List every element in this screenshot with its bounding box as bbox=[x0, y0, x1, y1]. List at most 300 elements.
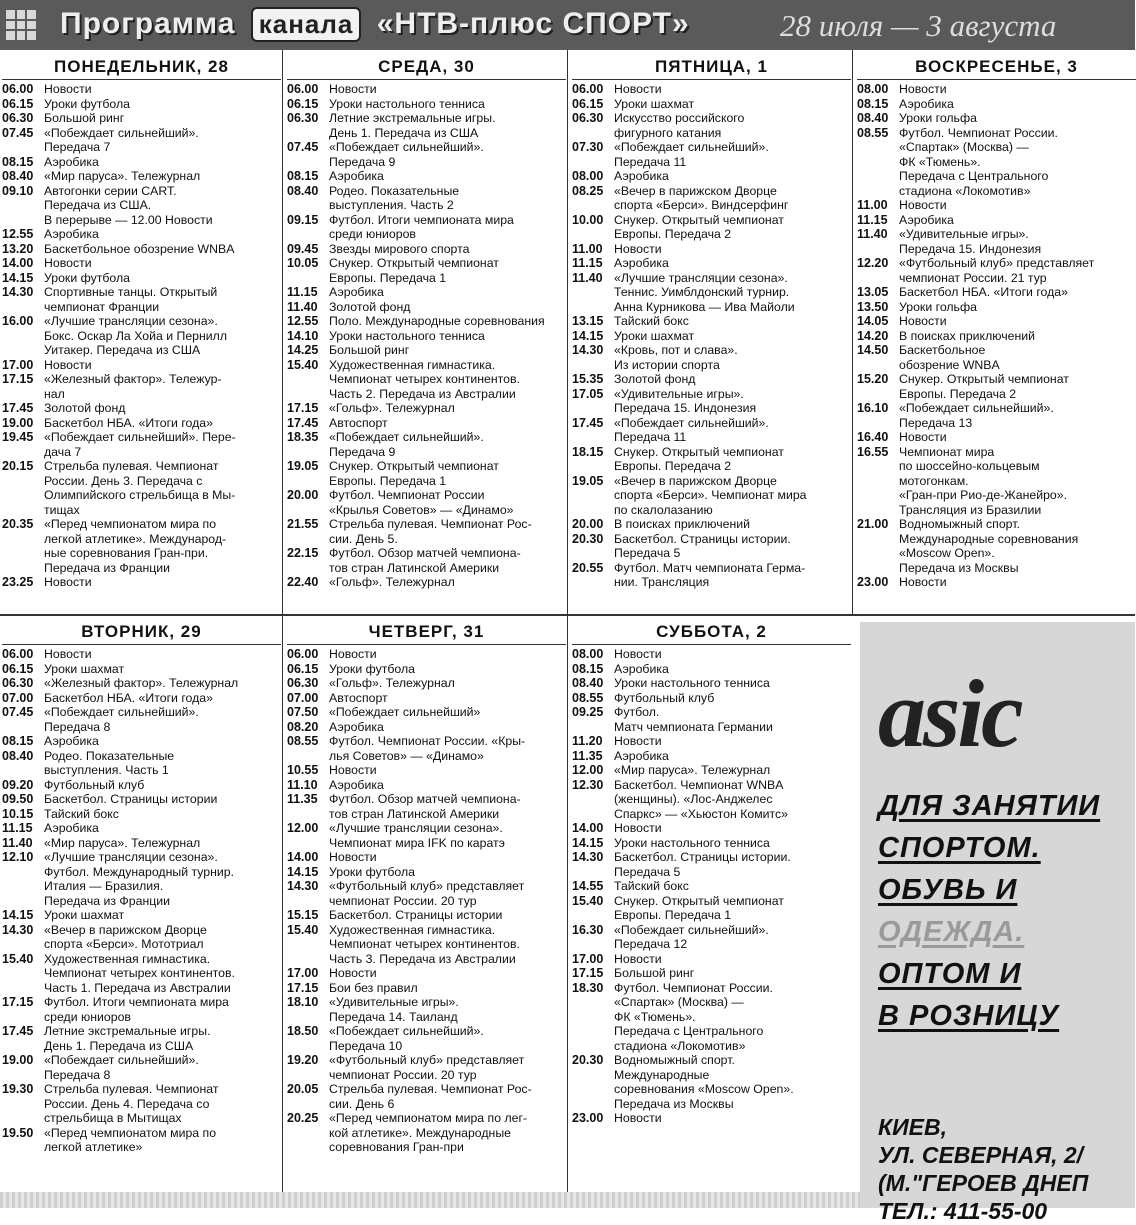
program-time: 18.15 bbox=[572, 444, 604, 459]
program-time: 13.20 bbox=[2, 241, 34, 256]
program-time: 20.55 bbox=[572, 560, 604, 575]
program-time: 16.55 bbox=[857, 444, 889, 459]
program-time: 17.15 bbox=[2, 372, 34, 386]
header-title-kanala: канала bbox=[251, 7, 362, 42]
program-time: 06.30 bbox=[572, 111, 604, 125]
program-row bbox=[572, 850, 851, 879]
program-time: 10.00 bbox=[572, 212, 604, 227]
program-time: 15.40 bbox=[287, 357, 319, 372]
program-title: Аэробика bbox=[899, 212, 954, 227]
program-title: Новости bbox=[329, 647, 377, 661]
program-row bbox=[857, 285, 1136, 300]
program-row bbox=[572, 561, 851, 590]
program-row bbox=[2, 836, 281, 851]
program-title: Большой ринг bbox=[614, 966, 695, 980]
program-time: 16.10 bbox=[857, 401, 889, 415]
asics-advertisement bbox=[860, 622, 1135, 1224]
program-title: Летние экстремальные игры. День 1. Передача из США bbox=[44, 1024, 211, 1053]
program-row bbox=[857, 256, 1136, 285]
program-title: Новости bbox=[44, 256, 92, 270]
program-title: Футбол. Чемпионат России «Крылья Советов» — «Динамо» bbox=[329, 488, 514, 517]
program-title: «Лучшие трансляции сезона». Футбол. Международный турнир. Италия — Бразилия. Передача из Франции bbox=[44, 850, 235, 908]
program-row bbox=[287, 285, 566, 300]
program-time: 08.00 bbox=[857, 82, 889, 96]
program-title: «Футбольный клуб» представляет чемпионат России. 20 тур bbox=[329, 879, 525, 908]
program-row bbox=[287, 343, 566, 358]
program-title: Баскетбол НБА. «Итоги года» bbox=[44, 690, 213, 705]
program-row bbox=[572, 372, 851, 387]
program-row bbox=[2, 821, 281, 836]
program-time: 18.10 bbox=[287, 995, 319, 1009]
program-title: «Побеждает сильнейший». Передача 9 bbox=[329, 140, 484, 169]
day-column-friday bbox=[572, 55, 851, 612]
program-title: Стрельба пулевая. Чемпионат России. День 3. Передача с Олимпийского стрельбища в Мы- тищах bbox=[44, 459, 236, 517]
program-time: 14.00 bbox=[2, 256, 34, 270]
bottom-strip bbox=[0, 1192, 860, 1208]
program-time: 08.40 bbox=[287, 183, 319, 198]
program-time: 15.40 bbox=[2, 951, 34, 966]
program-time: 20.15 bbox=[2, 459, 34, 473]
program-title: Стрельба пулевая. Чемпионат Рос- сии. День 6 bbox=[329, 1082, 532, 1111]
program-time: 19.30 bbox=[2, 1082, 34, 1096]
program-title: Баскетбол. Страницы истории. Передача 5 bbox=[614, 850, 791, 879]
program-title: В поисках приключений bbox=[899, 328, 1035, 343]
program-time: 09.25 bbox=[572, 705, 604, 719]
program-title: Новости bbox=[614, 647, 662, 661]
program-time: 09.10 bbox=[2, 183, 34, 198]
program-time: 16.30 bbox=[572, 922, 604, 937]
program-title: «Побеждает сильнейший». Передача 10 bbox=[329, 1024, 484, 1053]
program-time: 06.30 bbox=[287, 676, 319, 690]
program-time: 13.05 bbox=[857, 285, 889, 299]
program-title: Чемпионат мира по шоссейно-кольцевым мотогонкам. «Гран-при Рио-де-Жанейро». Трансляция из Бразилии bbox=[899, 444, 1068, 517]
program-time: 09.20 bbox=[2, 777, 34, 792]
program-time: 14.15 bbox=[287, 864, 319, 879]
program-title: Уроки шахмат bbox=[614, 96, 695, 111]
program-row bbox=[572, 532, 851, 561]
program-row bbox=[857, 343, 1136, 372]
program-title: «Перед чемпионатом мира по легкой атлетике» bbox=[44, 1125, 217, 1154]
program-row bbox=[2, 416, 281, 431]
program-row bbox=[2, 952, 281, 996]
program-row bbox=[572, 213, 851, 242]
program-title: Новости bbox=[329, 966, 377, 980]
program-row bbox=[287, 662, 566, 677]
program-time: 06.15 bbox=[572, 96, 604, 111]
program-time: 11.20 bbox=[572, 734, 603, 748]
program-row bbox=[2, 271, 281, 286]
day-heading: СРЕДА, 30 bbox=[287, 55, 566, 80]
program-time: 13.15 bbox=[572, 314, 604, 328]
program-title: «Мир паруса». Тележурнал bbox=[44, 835, 201, 850]
program-row bbox=[2, 1126, 281, 1155]
program-time: 12.30 bbox=[572, 777, 604, 792]
program-row bbox=[2, 778, 281, 793]
program-time: 23.00 bbox=[857, 575, 889, 589]
program-time: 09.50 bbox=[2, 792, 34, 806]
program-time: 08.55 bbox=[572, 690, 604, 705]
program-time: 14.05 bbox=[857, 314, 889, 328]
program-time: 09.15 bbox=[287, 212, 319, 227]
program-time: 08.15 bbox=[572, 661, 604, 676]
program-time: 19.50 bbox=[2, 1125, 34, 1140]
program-title: Новости bbox=[614, 241, 662, 256]
program-row bbox=[572, 329, 851, 344]
program-title: Новости bbox=[329, 82, 377, 96]
program-row bbox=[572, 691, 851, 706]
program-row bbox=[572, 676, 851, 691]
program-row bbox=[287, 300, 566, 315]
program-row bbox=[857, 430, 1136, 445]
program-time: 15.15 bbox=[287, 908, 319, 922]
program-row bbox=[287, 850, 566, 865]
header-dates: 28 июля — 3 августа bbox=[780, 8, 1057, 43]
program-list bbox=[857, 82, 1136, 590]
program-title: Аэробика bbox=[899, 96, 954, 111]
program-title: Новости bbox=[614, 734, 662, 748]
program-title: Бои без правил bbox=[329, 980, 418, 995]
program-row bbox=[2, 242, 281, 257]
program-row bbox=[857, 213, 1136, 228]
program-row bbox=[2, 792, 281, 807]
program-time: 11.15 bbox=[2, 821, 33, 835]
program-row bbox=[287, 97, 566, 112]
program-time: 19.20 bbox=[287, 1053, 319, 1067]
program-title: «Удивительные игры». Передача 15. Индонезия bbox=[614, 386, 757, 415]
program-time: 12.55 bbox=[287, 314, 319, 328]
program-title: Художественная гимнастика. Чемпионат четырех континентов. Часть 1. Передача из Австралии bbox=[44, 951, 235, 995]
program-time: 14.30 bbox=[2, 922, 34, 937]
program-time: 21.55 bbox=[287, 517, 319, 531]
program-time: 11.00 bbox=[857, 198, 888, 212]
program-time: 08.40 bbox=[2, 169, 34, 183]
program-row bbox=[287, 647, 566, 662]
program-title: Поло. Международные соревнования bbox=[329, 314, 545, 328]
program-time: 06.00 bbox=[287, 647, 319, 661]
program-title: Уроки настольного тенниса bbox=[329, 328, 485, 343]
day-column-thursday bbox=[287, 620, 566, 1190]
program-title: Снукер. Открытый чемпионат Европы. Передача 2 bbox=[899, 372, 1069, 401]
program-title: «Побеждает сильнейший». Передача 8 bbox=[44, 705, 199, 734]
program-row bbox=[2, 517, 281, 575]
program-row bbox=[2, 662, 281, 677]
program-row bbox=[287, 111, 566, 140]
program-title: Уроки футбола bbox=[329, 864, 415, 879]
program-row bbox=[287, 1111, 566, 1155]
program-row bbox=[572, 836, 851, 851]
program-time: 15.35 bbox=[572, 372, 604, 386]
program-time: 17.45 bbox=[572, 415, 604, 430]
program-title: Снукер. Открытый чемпионат Европы. Передача 2 bbox=[614, 212, 784, 241]
program-row bbox=[287, 546, 566, 575]
ad-line-1: ДЛЯ ЗАНЯТИИ bbox=[878, 790, 1101, 822]
program-time: 11.10 bbox=[287, 777, 318, 792]
day-heading: ВОСКРЕСЕНЬЕ, 3 bbox=[857, 55, 1136, 80]
program-row bbox=[2, 1082, 281, 1126]
program-title: Искусство российского фигурного катания bbox=[614, 111, 745, 140]
program-title: Новости bbox=[899, 314, 947, 328]
program-row bbox=[2, 807, 281, 822]
day-column-wednesday bbox=[287, 55, 566, 612]
program-time: 14.10 bbox=[287, 328, 319, 343]
program-row bbox=[857, 372, 1136, 401]
program-title: Тайский бокс bbox=[614, 879, 689, 893]
program-row bbox=[2, 676, 281, 691]
program-title: Аэробика bbox=[44, 821, 99, 835]
program-time: 12.55 bbox=[2, 227, 34, 241]
program-title: «Удивительные игры». Передача 14. Таиланд bbox=[329, 995, 459, 1024]
program-row bbox=[2, 705, 281, 734]
program-time: 11.40 bbox=[2, 835, 33, 850]
program-time: 08.40 bbox=[2, 748, 34, 763]
program-row bbox=[2, 908, 281, 923]
program-title: Новости bbox=[899, 430, 947, 444]
program-title: Аэробика bbox=[614, 661, 669, 676]
asics-logo: asic bbox=[878, 660, 1021, 767]
header-title-channel: «НТВ-плюс СПОРТ» bbox=[376, 7, 690, 40]
program-time: 19.05 bbox=[287, 459, 319, 473]
program-title: «Вечер в парижском Дворце спорта «Берси». Виндсерфинг bbox=[614, 183, 789, 212]
program-row bbox=[287, 865, 566, 880]
day-heading: ЧЕТВЕРГ, 31 bbox=[287, 620, 566, 645]
program-row bbox=[2, 923, 281, 952]
program-row bbox=[2, 430, 281, 459]
program-time: 20.25 bbox=[287, 1111, 319, 1125]
program-title: Уроки шахмат bbox=[44, 661, 125, 676]
program-time: 16.40 bbox=[857, 430, 889, 444]
program-time: 06.15 bbox=[287, 96, 319, 111]
program-row bbox=[287, 459, 566, 488]
program-row bbox=[2, 111, 281, 126]
program-title: «Футбольный клуб» представляет чемпионат России. 20 тур bbox=[329, 1053, 525, 1082]
day-heading: ПЯТНИЦА, 1 bbox=[572, 55, 851, 80]
program-row bbox=[287, 879, 566, 908]
program-row bbox=[572, 749, 851, 764]
program-title: «Перед чемпионатом мира по легкой атлетике». Международ- ные соревнования Гран-при. Передача из Франции bbox=[44, 517, 227, 575]
program-row bbox=[857, 300, 1136, 315]
program-title: Новости bbox=[899, 82, 947, 96]
ad-line-6: В РОЗНИЦУ bbox=[878, 1000, 1060, 1032]
program-time: 06.30 bbox=[2, 676, 34, 690]
program-time: 08.15 bbox=[287, 169, 319, 183]
program-time: 07.00 bbox=[287, 690, 319, 705]
program-row bbox=[857, 82, 1136, 97]
ad-city: КИЕВ, bbox=[878, 1114, 948, 1140]
program-row bbox=[572, 97, 851, 112]
program-time: 17.00 bbox=[572, 951, 604, 966]
program-title: «Железный фактор». Тележурнал bbox=[44, 676, 239, 690]
program-time: 08.25 bbox=[572, 183, 604, 198]
program-title: Аэробика bbox=[329, 285, 384, 299]
program-time: 20.30 bbox=[572, 1053, 604, 1067]
day-column-monday bbox=[2, 55, 281, 612]
program-row bbox=[287, 691, 566, 706]
program-title: Новости bbox=[329, 850, 377, 864]
program-title: Уроки футбола bbox=[329, 661, 415, 676]
program-title: Аэробика bbox=[614, 748, 669, 763]
program-title: Золотой фонд bbox=[614, 372, 696, 386]
program-row bbox=[572, 314, 851, 329]
program-row bbox=[287, 575, 566, 590]
program-row bbox=[287, 329, 566, 344]
program-row bbox=[2, 169, 281, 184]
program-row bbox=[287, 213, 566, 242]
program-row bbox=[2, 749, 281, 778]
program-row bbox=[572, 821, 851, 836]
program-row bbox=[572, 966, 851, 981]
program-time: 11.15 bbox=[287, 285, 318, 299]
program-time: 06.30 bbox=[287, 111, 319, 125]
program-time: 18.30 bbox=[572, 980, 604, 995]
program-row bbox=[287, 82, 566, 97]
program-title: Футбол. Итоги чемпионата мира среди юниоров bbox=[44, 995, 229, 1024]
ad-line-4: ОДЕЖДА. bbox=[878, 916, 1025, 948]
program-title: Баскетбол. Страницы истории. Передача 5 bbox=[614, 531, 791, 560]
program-title: Баскетбольное обозрение WNBA bbox=[899, 343, 1000, 372]
day-heading: ПОНЕДЕЛЬНИК, 28 bbox=[2, 55, 281, 80]
program-time: 15.40 bbox=[287, 922, 319, 937]
program-time: 14.15 bbox=[2, 908, 34, 922]
program-row bbox=[572, 184, 851, 213]
program-time: 16.00 bbox=[2, 314, 34, 328]
program-row bbox=[2, 995, 281, 1024]
program-row bbox=[572, 734, 851, 749]
program-time: 08.15 bbox=[2, 734, 34, 748]
program-time: 12.20 bbox=[857, 256, 889, 270]
program-row bbox=[287, 966, 566, 981]
program-list bbox=[2, 82, 281, 590]
program-row bbox=[2, 372, 281, 401]
program-row bbox=[287, 676, 566, 691]
program-time: 06.30 bbox=[2, 111, 34, 125]
program-title: Снукер. Открытый чемпионат Европы. Передача 1 bbox=[614, 893, 784, 922]
program-time: 23.25 bbox=[2, 575, 34, 589]
program-time: 12.00 bbox=[287, 821, 319, 835]
program-time: 17.15 bbox=[287, 401, 319, 415]
program-row bbox=[572, 952, 851, 967]
program-time: 19.00 bbox=[2, 415, 34, 430]
program-row bbox=[857, 401, 1136, 430]
program-row bbox=[2, 256, 281, 271]
program-title: Уроки гольфа bbox=[899, 111, 977, 125]
day-column-saturday bbox=[572, 620, 851, 1190]
program-time: 14.30 bbox=[572, 850, 604, 864]
program-row bbox=[572, 763, 851, 778]
row-divider bbox=[0, 614, 1135, 616]
program-title: «Железный фактор». Тележур- нал bbox=[44, 372, 222, 401]
program-row bbox=[572, 894, 851, 923]
header-title bbox=[60, 7, 690, 42]
program-row bbox=[2, 82, 281, 97]
program-title: Новости bbox=[44, 647, 92, 661]
program-row bbox=[2, 647, 281, 662]
program-row bbox=[287, 1082, 566, 1111]
program-time: 17.45 bbox=[2, 1024, 34, 1038]
ad-line-2: СПОРТОМ. bbox=[878, 832, 1041, 864]
program-title: Новости bbox=[899, 198, 947, 212]
program-row bbox=[857, 111, 1136, 126]
program-title: «Побеждает сильнейший». Передача 9 bbox=[329, 430, 484, 459]
program-row bbox=[857, 445, 1136, 518]
program-time: 08.15 bbox=[857, 96, 889, 111]
program-title: Уроки гольфа bbox=[899, 299, 977, 314]
program-time: 17.00 bbox=[2, 357, 34, 372]
program-row bbox=[2, 358, 281, 373]
program-row bbox=[287, 720, 566, 735]
program-row bbox=[287, 140, 566, 169]
program-title: «Побеждает сильнейший». Пере- дача 7 bbox=[44, 430, 236, 459]
program-title: Баскетбол. Страницы истории bbox=[44, 792, 218, 806]
program-title: «Побеждает сильнейший». Передача 13 bbox=[899, 401, 1054, 430]
program-title: «Побеждает сильнейший». Передача 7 bbox=[44, 125, 199, 154]
program-title: Футбол. Матч чемпионата Герма- нии. Трансляция bbox=[614, 560, 806, 589]
program-time: 06.00 bbox=[2, 647, 34, 661]
program-title: Золотой фонд bbox=[329, 299, 411, 314]
program-time: 11.15 bbox=[572, 256, 603, 270]
program-row bbox=[572, 1111, 851, 1126]
program-row bbox=[287, 1053, 566, 1082]
program-time: 17.15 bbox=[287, 980, 319, 995]
program-title: Снукер. Открытый чемпионат Европы. Передача 1 bbox=[329, 459, 499, 488]
program-row bbox=[287, 908, 566, 923]
program-time: 10.55 bbox=[287, 763, 319, 777]
program-row bbox=[857, 575, 1136, 590]
program-time: 07.45 bbox=[2, 705, 34, 719]
program-time: 08.40 bbox=[572, 676, 604, 690]
program-title: Стрельба пулевая. Чемпионат России. День 4. Передача со стрельбища в Мытищах bbox=[44, 1082, 219, 1125]
program-title: «Гольф». Тележурнал bbox=[329, 676, 455, 690]
program-row bbox=[857, 97, 1136, 112]
program-time: 20.30 bbox=[572, 531, 604, 546]
program-title: «Лучшие трансляции сезона». Теннис. Уимблдонский турнир. Анна Курникова — Ива Майоли bbox=[614, 270, 795, 314]
program-title: «Вечер в парижском Дворце спорта «Берси». Мототриал bbox=[44, 922, 207, 951]
program-row bbox=[2, 401, 281, 416]
program-title: «Лучшие трансляции сезона». Бокс. Оскар Ла Хойа и Пернилл Уитакер. Передача из США bbox=[44, 314, 228, 357]
program-row bbox=[857, 126, 1136, 199]
program-list bbox=[287, 647, 566, 1155]
program-title: Автогонки серии CART. Передача из США. В перерыве — 12.00 Новости bbox=[44, 183, 213, 227]
program-time: 08.15 bbox=[2, 154, 34, 169]
program-row bbox=[2, 734, 281, 749]
program-time: 08.00 bbox=[572, 647, 604, 661]
program-time: 14.20 bbox=[857, 328, 889, 343]
program-list bbox=[572, 82, 851, 590]
program-row bbox=[572, 981, 851, 1054]
program-title: Новости bbox=[614, 1111, 662, 1125]
program-time: 14.30 bbox=[572, 343, 604, 357]
program-title: Футбольный клуб bbox=[614, 690, 715, 705]
program-title: Баскетбольное обозрение WNBA bbox=[44, 241, 235, 256]
program-row bbox=[572, 778, 851, 822]
program-time: 20.05 bbox=[287, 1082, 319, 1096]
program-row bbox=[572, 647, 851, 662]
program-title: Новости bbox=[614, 951, 662, 966]
program-row bbox=[2, 314, 281, 358]
program-title: Аэробика bbox=[44, 734, 99, 748]
program-title: Уроки футбола bbox=[44, 96, 130, 111]
program-time: 06.15 bbox=[2, 661, 34, 676]
program-list bbox=[287, 82, 566, 590]
program-title: Золотой фонд bbox=[44, 401, 126, 415]
program-time: 17.05 bbox=[572, 386, 604, 401]
ad-line-5: ОПТОМ И bbox=[878, 958, 1022, 990]
program-title: «Кровь, пот и слава». Из истории спорта bbox=[614, 343, 738, 372]
program-row bbox=[287, 256, 566, 285]
program-row bbox=[857, 329, 1136, 344]
program-row bbox=[2, 1053, 281, 1082]
program-title: «Побеждает сильнейший» bbox=[329, 705, 481, 719]
program-time: 07.00 bbox=[2, 690, 34, 705]
